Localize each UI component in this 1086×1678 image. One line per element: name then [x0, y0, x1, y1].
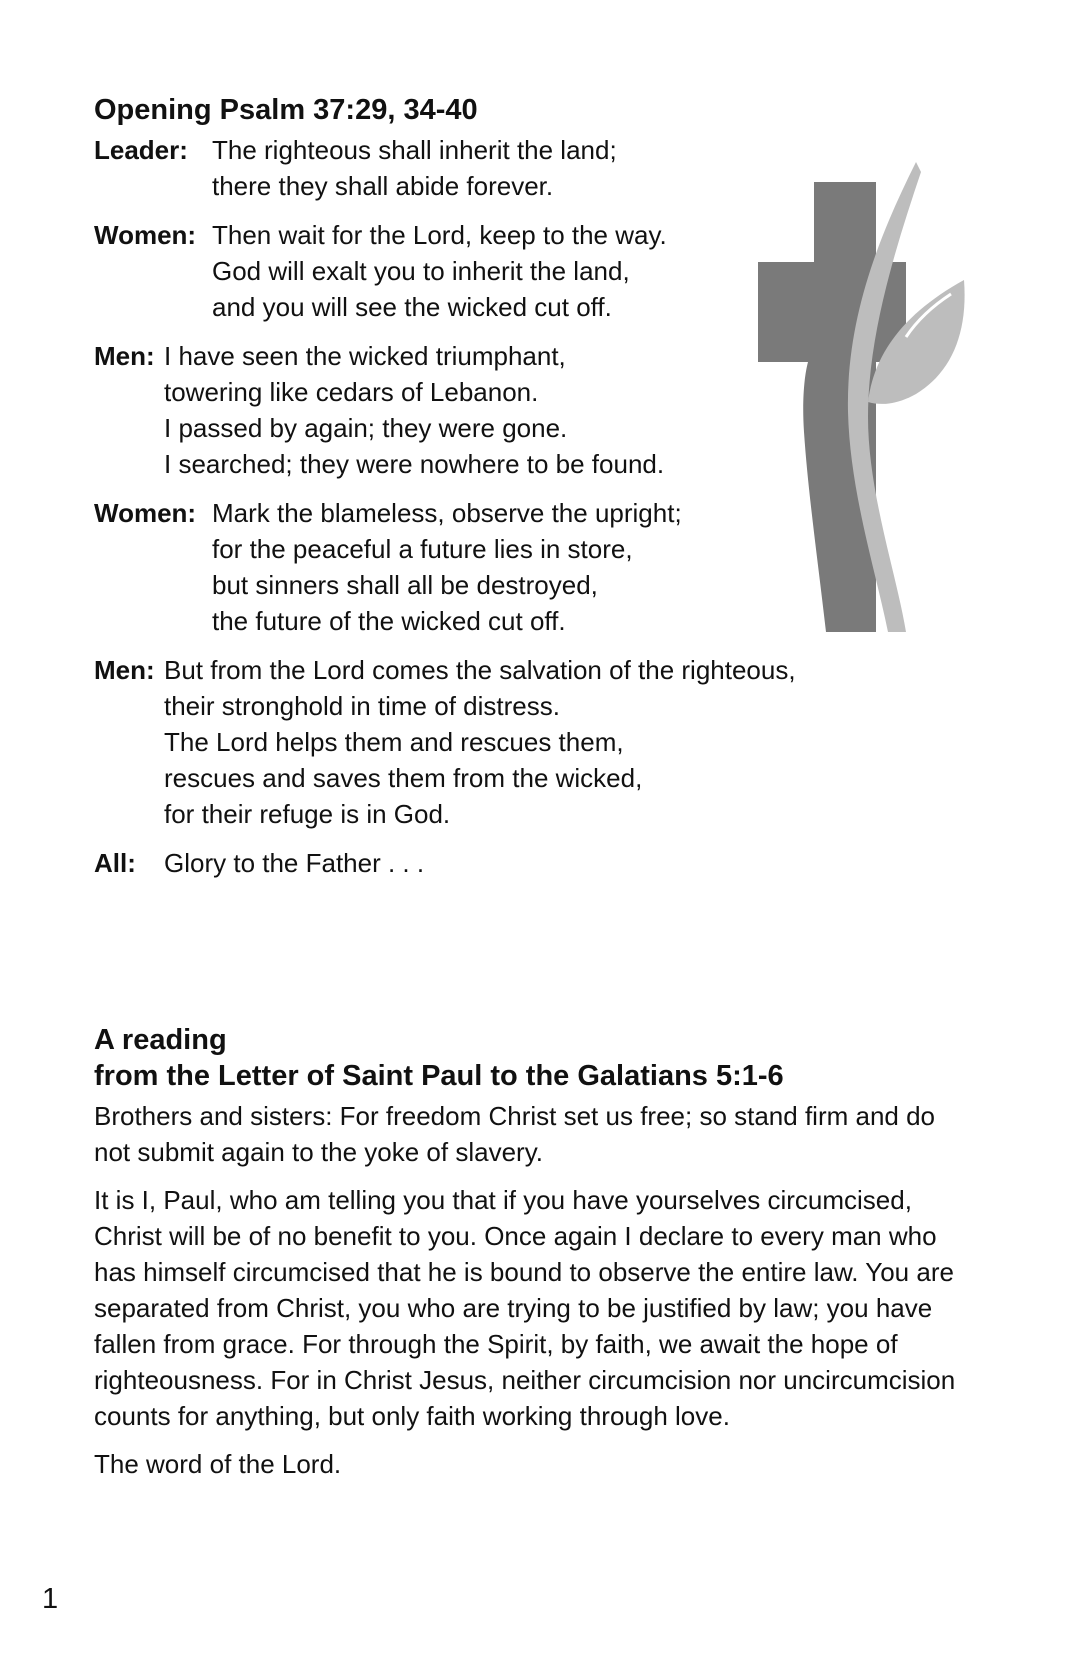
psalm-line: their stronghold in time of distress. [164, 691, 560, 721]
psalm-title: Opening Psalm 37:29, 34-40 [94, 94, 478, 126]
psalm-line: Glory to the Father . . . [164, 848, 425, 878]
reading-closing: The word of the Lord. [94, 1449, 342, 1479]
section-spacer [94, 894, 994, 1022]
psalm-line: But from the Lord comes the salvation of the righteous, [164, 655, 796, 685]
page-number: 1 [42, 1583, 59, 1615]
psalm-line: towering like cedars of Lebanon. [164, 377, 539, 407]
psalm-line: I have seen the wicked triumphant, [164, 341, 566, 371]
psalm-line: God will exalt you to inherit the land, [212, 256, 630, 286]
psalm-line: The Lord helps them and rescues them, [164, 727, 624, 757]
psalm-line: Mark the blameless, observe the upright; [212, 498, 682, 528]
stanza-lines [164, 652, 994, 832]
reading-paragraph: Brothers and sisters: For freedom Christ set us free; so stand firm and do not submit again to the yoke of slavery. [94, 1101, 936, 1167]
speaker-label: Men: [94, 341, 155, 371]
psalm-line: for their refuge is in God. [164, 799, 451, 829]
psalm-line: The righteous shall inherit the land; [212, 135, 617, 165]
reading-title-line1: A reading [94, 1024, 227, 1056]
psalm-line: rescues and saves them from the wicked, [164, 763, 643, 793]
speaker-label: Leader: [94, 135, 188, 165]
psalm-line: the future of the wicked cut off. [212, 606, 566, 636]
psalm-stanza-men [94, 652, 994, 832]
psalm-line: for the peaceful a future lies in store, [212, 534, 633, 564]
speaker-label: All: [94, 848, 136, 878]
psalm-stanza-all [94, 845, 994, 881]
psalm-line: there they shall abide forever. [212, 171, 554, 201]
speaker-label: Women: [94, 220, 197, 250]
psalm-line: Then wait for the Lord, keep to the way. [212, 220, 667, 250]
psalm-line: I searched; they were nowhere to be found. [164, 449, 665, 479]
speaker-label: Women: [94, 498, 197, 528]
cross-with-leaf-icon [756, 162, 986, 642]
psalm-line: and you will see the wicked cut off. [212, 292, 612, 322]
stanza-lines [164, 845, 994, 881]
reading-title-line2: from the Letter of Saint Paul to the Galatians 5:1-6 [94, 1060, 784, 1092]
speaker-label: Men: [94, 655, 155, 685]
psalm-line: but sinners shall all be destroyed, [212, 570, 598, 600]
psalm-line: I passed by again; they were gone. [164, 413, 568, 443]
reading-paragraph: It is I, Paul, who am telling you that if you have yourselves circumcised, Christ will be of no benefit to you. Once again I declare to every man who has himself circumcised that he is bound to observe the entire law. You are separated from Christ, you who are trying to be justified by law; you have fallen from grace. For through the Spirit, by faith, we await the hope of righteousness. For in Christ Jesus, neither circumcision nor uncircumcision counts for anything, but only faith working through love. [94, 1185, 956, 1431]
